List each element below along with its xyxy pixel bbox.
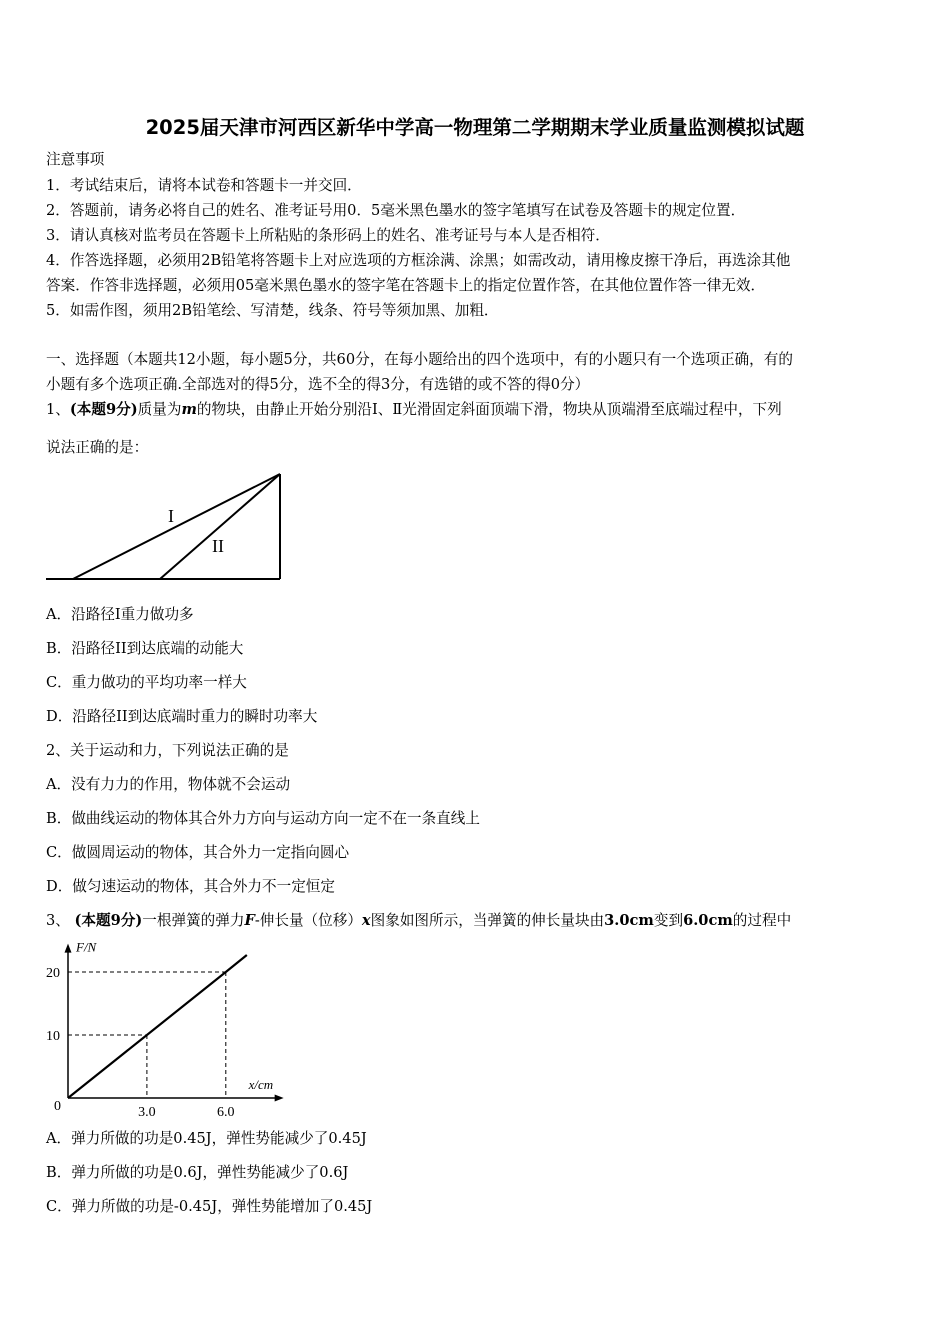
notice-item-4: 4．作答选择题，必须用2B铅笔将答题卡上对应选项的方框涂满、涂黑；如需改动，请用橡皮擦干净后，再选涂其他 (46, 252, 791, 269)
page-title: 2025届天津市河西区新华中学高一物理第二学期期末学业质量监测模拟试题 (145, 116, 805, 139)
q1-option-a: A．沿路径Ⅰ重力做功多 (46, 606, 194, 623)
q1-number: 1、 (46, 401, 70, 418)
q3-score: (本题9分) (74, 912, 143, 929)
q3-text-b: -伸长量（位移） (254, 912, 362, 929)
q3-var-f: F (244, 912, 255, 929)
path-label-1: I (168, 506, 174, 526)
notice-item-5: 5．如需作图，须用2B铅笔绘、写清楚，线条、符号等须加黑、加粗． (46, 302, 499, 319)
q1-option-b: B．沿路径II到达底端的动能大 (46, 640, 244, 657)
q2-option-a: A．没有力力的作用，物体就不会运动 (46, 776, 291, 793)
notice-item-1: 1．考试结束后，请将本试卷和答题卡一并交回． (46, 177, 362, 194)
y-tick-label-20: 20 (46, 966, 60, 981)
notice-item-2: 2．答题前，请务必将自己的姓名、准考证号用0．5毫米黑色墨水的签字笔填写在试卷及答题卡的规定位置． (46, 202, 746, 219)
y-axis-label: F/N (76, 939, 97, 955)
q1-text-b: 的物块，由静止开始分别沿Ⅰ、Ⅱ光滑固定斜面顶端下滑，物块从顶端滑至底端过程中，下列 (196, 401, 782, 418)
notice-item-4-cont: 答案．作答非选择题，必须用05毫米黑色墨水的签字笔在答题卡上的指定位置作答，在其他位置作答一律无效． (46, 277, 766, 294)
q3-text-c: 图象如图所示，当弹簧的伸长量块由 (370, 912, 605, 929)
notice-heading: 注意事项 (46, 151, 105, 168)
q3-force-extension-chart (38, 938, 328, 1122)
origin-label: 0 (54, 1099, 61, 1114)
q3-value-2: 6.0cm (683, 912, 733, 929)
q2-stem: 2、关于运动和力，下列说法正确的是 (46, 742, 289, 759)
y-tick-label-10: 10 (46, 1029, 60, 1044)
q1-text-a: 质量为 (137, 401, 182, 418)
q1-stem (46, 400, 782, 420)
q3-text-e: 的过程中 (732, 912, 792, 929)
q2-option-b: B．做曲线运动的物体其合外力方向与运动方向一定不在一条直线上 (46, 810, 480, 827)
q1-incline-figure (40, 466, 290, 584)
q1-option-c: C．重力做功的平均功率一样大 (46, 674, 247, 691)
x-axis-label: x/cm (248, 1077, 274, 1092)
q3-var-x: x (361, 912, 371, 929)
x-axis-arrow (275, 1095, 284, 1102)
y-axis-arrow (65, 944, 72, 953)
q3-stem (46, 911, 791, 931)
q2-option-c: C．做圆周运动的物体，其合外力一定指向圆心 (46, 844, 350, 861)
series-line-f-x (68, 955, 247, 1098)
q3-number: 3、 (46, 912, 70, 929)
section-heading-cont: 小题有多个选项正确.全部选对的得5分，选不全的得3分，有选错的或不答的得0分） (46, 376, 590, 393)
q1-stem-cont: 说法正确的是： (46, 439, 149, 456)
path-label-2: II (212, 536, 224, 556)
q3-option-c: C．弹力所做的功是-0.45J，弹性势能增加了0.45J (46, 1198, 373, 1215)
q3-option-b: B．弹力所做的功是0.6J，弹性势能减少了0.6J (46, 1164, 349, 1181)
q1-var-m: m (181, 401, 197, 418)
q3-text-d: 变到 (653, 912, 684, 929)
x-tick-label-6: 6.0 (217, 1105, 235, 1120)
x-tick-label-3: 3.0 (138, 1105, 156, 1120)
q3-text-a: 一根弹簧的弹力 (142, 912, 245, 929)
notice-item-3: 3．请认真核对监考员在答题卡上所粘贴的条形码上的姓名、准考证号与本人是否相符． (46, 227, 610, 244)
q3-option-a: A．弹力所做的功是0.45J，弹性势能减少了0.45J (46, 1130, 367, 1147)
q3-value-1: 3.0cm (604, 912, 654, 929)
q2-option-d: D．做匀速运动的物体，其合外力不一定恒定 (46, 878, 335, 895)
q1-score: (本题9分) (69, 401, 138, 418)
section-heading: 一、选择题（本题共12小题，每小题5分，共60分，在每小题给出的四个选项中，有的小题只有一个选项正确，有的 (46, 351, 793, 368)
q1-option-d: D．沿路径II到达底端时重力的瞬时功率大 (46, 708, 318, 725)
